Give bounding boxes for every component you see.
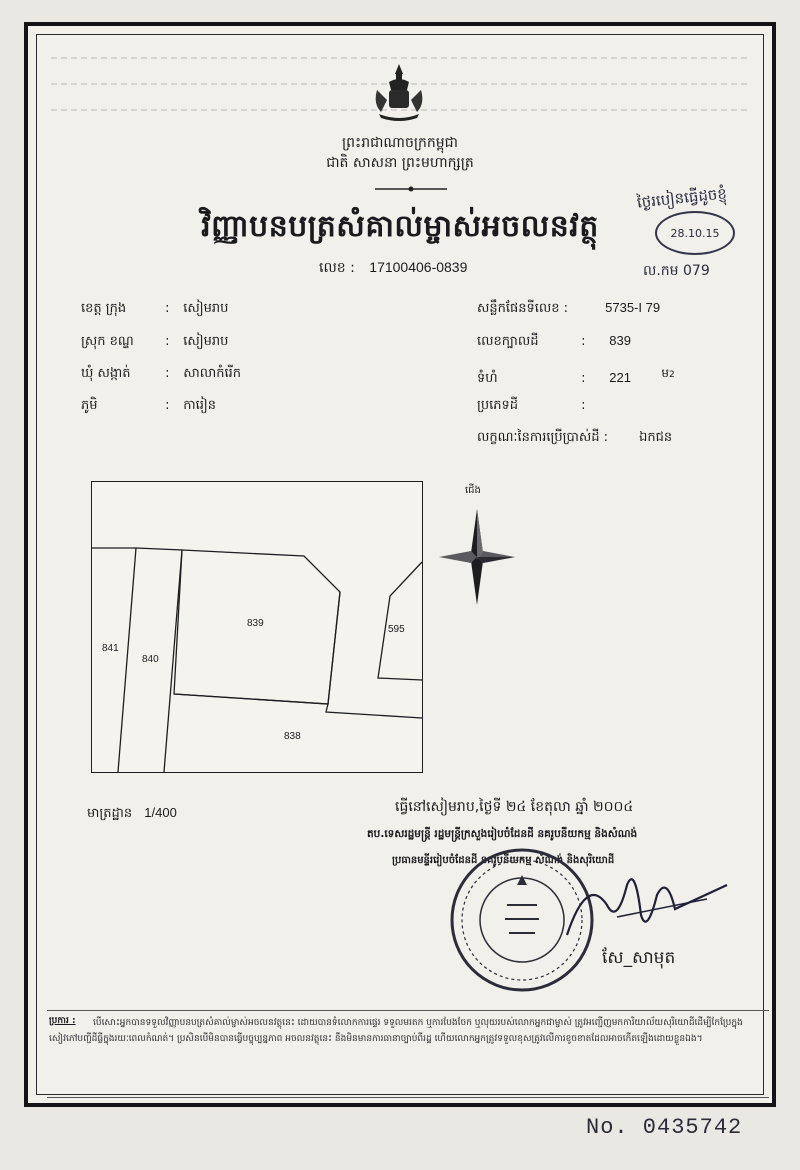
signatory-title: តប.ទេសរដ្ឋមន្ត្រី រដ្ឋមន្ត្រីក្រសួងរៀបចំដែនដី នគរូបនីយកម្ម និងសំណង់ — [367, 828, 638, 840]
certificate-number-value: 17100406-0839 — [369, 259, 468, 275]
parcel-map-drawing — [92, 482, 422, 772]
map-scale — [87, 805, 177, 824]
field-map-sheet — [477, 300, 660, 319]
handwritten-reference: ល.កម 079 — [643, 263, 710, 279]
field-value: សៀមរាប — [183, 333, 229, 348]
field-label: ឃុំ សង្កាត់ — [81, 366, 131, 381]
north-label: ជើង — [465, 485, 481, 496]
field-value: សៀមរាប — [183, 300, 229, 315]
parcel-label-840: 840 — [142, 654, 159, 665]
certificate-number — [319, 258, 467, 279]
field-land-use — [477, 429, 672, 448]
field-unit: ម — [661, 366, 670, 380]
kingdom-heading: ព្រះរាជាណាចក្រកម្ពុជា — [341, 135, 458, 151]
certificate-number-label: លេខ : — [319, 260, 355, 276]
field-label: លក្ខណៈនៃការប្រើប្រាស់ដី : — [477, 430, 608, 445]
parcel-label-841: 841 — [102, 643, 119, 654]
field-label: ស្រុក ខណ្ឌ — [81, 334, 134, 349]
faint-text-line — [51, 57, 749, 59]
field-label: ប្រភេទដី — [477, 398, 519, 413]
ornamental-divider — [375, 186, 447, 192]
field-value: ការៀន — [183, 397, 217, 412]
field-province: ខេត្ត ក្រុង : សៀមរាប — [81, 300, 228, 319]
field-label: ខេត្ត ក្រុង — [81, 301, 127, 316]
parcel-label-595: 595 — [388, 624, 405, 635]
legal-note-label: ប្រការ : — [49, 1016, 76, 1026]
issue-place-date: ធ្វើនៅសៀមរាប,ថ្ងៃទី ២៤ ខែតុលា ឆ្នាំ ២០០៤ — [395, 799, 634, 815]
field-parcel-number: លេខក្បាលដី : 839 — [477, 333, 631, 352]
certificate-sheet — [24, 22, 776, 1107]
certificate-inner-border — [36, 34, 764, 1095]
signatory-name: សែ_សាមុត — [602, 948, 676, 968]
legal-note-text: បើសោះអ្នកបានទទួលវិញ្ញាបនបត្រសំគាល់ម្ចាស់អចលនវត្ថុនេះ ដោយបានទំលោកការផ្ទេរ ទទួលមរតក ឬការបែងចែក ឬលុយរបស់លោកអ្នកជាម្ចាស់ ត្រូវអញ្ជើញមកការិយាល័យសុរិយោដីដើម្បីកែប្រែក្នុងសៀវភៅបញ្ជីដីធ្លីក្នុងរយៈពេលកំណត់។ ប្រសិនបើមិនបានធ្វើបច្ចុប្បន្នភាព អចលនវត្ថុនេះ នឹងមិនមានការធានាច្បាប់ពីរដ្ឋ ហើយលោកអ្នកត្រូវទទួលខុសត្រូវលើការខូចខាតដែលអាចកើតឡើងដោយខ្លួនឯង។ — [49, 1018, 743, 1044]
handwritten-date: 28.10.15 — [670, 226, 720, 240]
scale-value: 1/400 — [144, 805, 177, 820]
legal-note-box — [47, 1010, 769, 1098]
field-value: សាលាកំរើក — [183, 365, 242, 380]
field-label: ទំហំ — [477, 371, 498, 387]
field-village: ភូមិ : ការៀន — [81, 397, 216, 416]
motto-heading: ជាតិ សាសនា ព្រះមហាក្សត្រ — [326, 155, 474, 171]
handwritten-note: ថ្ងៃរបៀនធ្វើដូចខ្ញុំ — [636, 184, 728, 212]
compass-rose-icon — [437, 507, 517, 607]
field-value: ឯកជន — [639, 429, 673, 444]
serial-number: No. 0435742 — [586, 1115, 743, 1140]
parcel-label-839: 839 — [247, 618, 264, 629]
field-label: ភូមិ — [81, 398, 98, 413]
royal-emblem-icon — [367, 60, 431, 124]
field-value: 221 — [609, 370, 631, 386]
field-district: ស្រុក ខណ្ឌ : សៀមរាប — [81, 333, 228, 352]
field-value: 839 — [609, 333, 631, 348]
field-value: 5735-I 79 — [605, 300, 661, 315]
field-label: សន្លឹកផែនទីលេខ : — [477, 301, 569, 316]
scale-label: មាត្រដ្ឋាន — [87, 806, 133, 821]
signature-mark — [557, 865, 737, 945]
handwritten-date-stamp — [655, 211, 735, 255]
parcel-label-838: 838 — [284, 731, 301, 742]
parcel-map — [91, 481, 423, 773]
field-label: លេខក្បាលដី — [477, 334, 539, 349]
field-area: ទំហំ : 221 ម$^2$ — [477, 365, 675, 389]
certificate-title: វិញ្ញាបនបត្រសំគាល់ម្ចាស់អចលនវត្ថុ — [201, 209, 599, 244]
field-commune: ឃុំ សង្កាត់ : សាលាកំរើក — [81, 365, 241, 384]
field-land-type: ប្រភេទដី : — [477, 397, 609, 416]
signatory-subtitle: ប្រធានមន្ទីររៀបចំដែនដី នគរូបនីយកម្ម សំណង់ និងសុរិយោដី — [392, 855, 615, 866]
